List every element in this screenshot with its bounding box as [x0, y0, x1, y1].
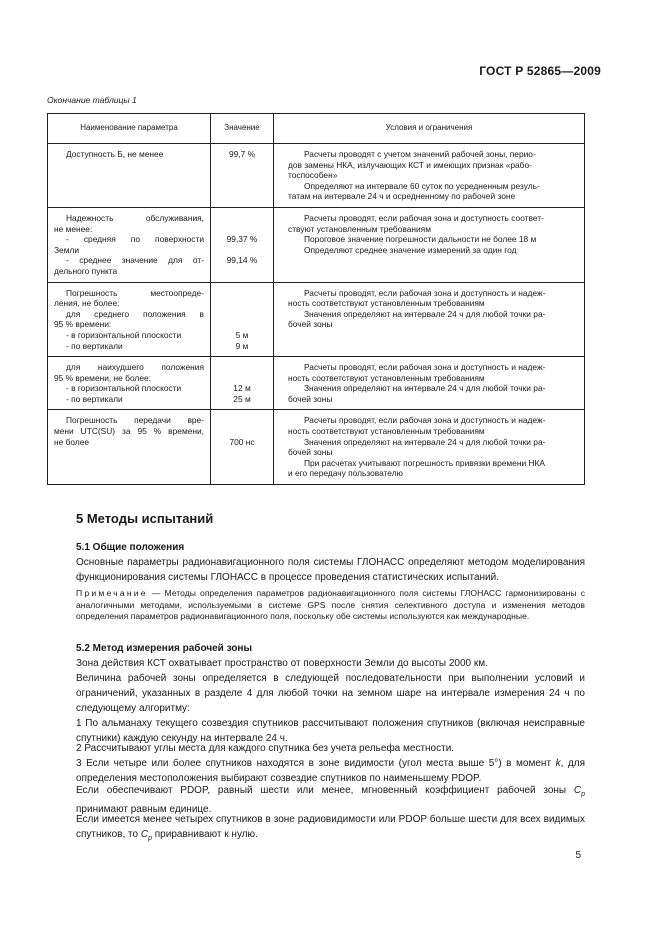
- param-conditions-cell: [274, 282, 585, 357]
- param-conditions-cell: [274, 144, 585, 208]
- param-conditions-cell: [274, 207, 585, 282]
- condition-line: Расчеты проводят с учетом значений рабочей зоны, перио-: [304, 149, 536, 159]
- param-name-line: - по вертикали: [66, 393, 123, 404]
- condition-line: Значения определяют на интервале 24 ч для любой точки ра-: [304, 308, 546, 319]
- param-value-cell: [211, 144, 274, 208]
- table-header-row: [48, 114, 585, 144]
- condition-line: Расчеты проводят, если рабочая зона и доступность и надеж-: [304, 362, 546, 373]
- parameters-table: [47, 113, 585, 485]
- condition-line: ствуют установленным требованиям: [288, 223, 431, 234]
- param-name-line: ления, не более:: [54, 298, 120, 309]
- condition-line: Определяют на интервале 60 суток по усредненным резуль-: [304, 180, 540, 191]
- document-code: ГОСТ Р 52865—2009: [479, 64, 601, 78]
- col-header-parameter: Наименование параметра: [48, 114, 211, 144]
- paragraph: 1 По альманаху текущего созвездия спутников рассчитывают положения спутников (включая неисправные спутники) каждую секунду на интервале 24 ч.: [76, 718, 585, 744]
- param-conditions-cell: [274, 357, 585, 410]
- param-name-line: 95 % времени, не более:: [54, 372, 151, 383]
- table-row: [48, 282, 585, 357]
- param-name-line: для наихудшего положения: [66, 362, 204, 373]
- condition-line: ность соответствуют установленным требованиям: [288, 426, 485, 437]
- condition-line: При расчетах учитывают погрешность привязки времени НКА: [304, 457, 545, 468]
- paragraph: 2 Рассчитывают углы места для каждого спутника без учета рельефа местности.: [76, 743, 455, 754]
- param-value-cell: [211, 410, 274, 485]
- param-conditions-cell: [274, 410, 585, 485]
- param-value: 12 м: [233, 383, 251, 394]
- param-name-cell: [48, 410, 211, 485]
- subsection-title: 5.2 Метод измерения рабочей зоны: [76, 643, 253, 654]
- note-label: Примечание: [76, 588, 148, 598]
- param-name-cell: [48, 207, 211, 282]
- param-name-cell: [48, 144, 211, 208]
- paragraph-text: принимают равным единице.: [76, 804, 212, 815]
- condition-line: Пороговое значение погрешности дальности не более 18 м: [304, 234, 537, 245]
- param-value: 25 м: [233, 393, 251, 404]
- condition-line: Значения определяют на интервале 24 ч для любой точки ра-: [304, 436, 546, 447]
- col-header-conditions: Условия и ограничения: [274, 114, 585, 144]
- param-value-cell: [211, 207, 274, 282]
- paragraph-text: Основные параметры радионавигационного поля системы ГЛОНАСС определяют методом моделирования функционирования системы ГЛОНАСС в процессе проведения статистических испытаний.: [76, 557, 585, 583]
- paragraph: [76, 555, 585, 585]
- variable-subscript: p: [148, 835, 152, 842]
- param-name-cell: [48, 357, 211, 410]
- condition-line: ность соответствуют установленным требованиям: [288, 372, 485, 383]
- param-name-line: Земли: [54, 244, 80, 255]
- condition-line: Расчеты проводят, если рабочая зона и доступность соответ-: [304, 212, 544, 223]
- param-name-line: - в горизонтальной плоскости: [66, 383, 182, 394]
- param-name-line: не более: [54, 436, 90, 447]
- param-name-line: - среднее значение для от-: [66, 255, 204, 266]
- condition-line: ность соответствуют установленным требованиям: [288, 298, 485, 309]
- paragraph-text: , для определения местоположения выбирают созвездие спутников по наименьшему PDOP.: [76, 758, 585, 784]
- param-name-line: - в горизонтальной плоскости: [66, 329, 182, 340]
- paragraph-text: Если обеспечивают PDOP, равный шести или менее, мгновенный коэффициент рабочей зоны: [76, 785, 574, 796]
- param-name: Доступность Б, не менее: [66, 149, 164, 159]
- condition-line: бочей зоны: [288, 319, 333, 330]
- param-value-cell: [211, 282, 274, 357]
- paragraph-text: Если имеется менее четырех спутников в зоне радиовидимости или PDOP больше шести для всех видимых спутников, то: [76, 814, 585, 840]
- table-row: [48, 144, 585, 208]
- note-text: — Методы определения параметров радионавигационного поля системы ГЛОНАСС гармонизированы с аналогичными методами, используемыми в системе GPS после снятия селективного доступа и изменения методов определения параметров радионавигационного поля, поскольку обе системы используются как международные.: [76, 588, 585, 621]
- param-name-line: Погрешность передачи вре-: [66, 415, 204, 426]
- param-name-line: Надежность обслуживания,: [66, 212, 204, 223]
- paragraph: [76, 756, 585, 786]
- param-value: 99,7 %: [228, 149, 256, 159]
- variable-k: k: [555, 758, 561, 769]
- param-value: 9 м: [235, 340, 249, 351]
- param-name-line: мени UTC(SU) за 95 % времени,: [54, 426, 204, 437]
- condition-line: бочей зоны: [288, 447, 333, 458]
- condition-line: тоспособен»: [288, 170, 338, 181]
- condition-line: татам на интервале 24 ч и осредненному по рабочей зоне: [288, 191, 516, 202]
- condition-line: Значения определяют на интервале 24 ч для любой точки ра-: [304, 383, 546, 394]
- note: [76, 588, 585, 623]
- page-number: 5: [575, 850, 581, 861]
- paragraph: Зона действия КСТ охватывает пространство от поверхности Земли до высоты 2000 км.: [76, 658, 488, 669]
- param-name-line: дельного пункта: [54, 265, 118, 276]
- section-title: 5 Методы испытаний: [76, 511, 214, 526]
- param-name-line: - средняя по поверхности: [66, 234, 204, 245]
- variable-c: C: [140, 829, 149, 840]
- table-caption: Окончание таблицы 1: [47, 95, 137, 105]
- table-row: [48, 410, 585, 485]
- param-value: 5 м: [235, 329, 249, 340]
- col-header-value: Значение: [211, 114, 274, 144]
- param-value-cell: [211, 357, 274, 410]
- param-name-line: для среднего положения в: [66, 308, 204, 319]
- paragraph-text: 3 Если четыре или более спутников находятся в зоне видимости (угол места выше 5°) в момент: [76, 758, 556, 769]
- subsection-title: 5.1 Общие положения: [76, 542, 185, 553]
- param-value: 99,14 %: [226, 255, 258, 266]
- paragraph: Величина рабочей зоны определяется в следующей последовательности при выполнении условий и ограничений, указанных в разделе 4 для любой точки на земном шаре на интервале измерения 24 ч по следующему алгоритму:: [76, 673, 585, 714]
- param-name-line: 95 % времени:: [54, 319, 112, 330]
- paragraph-text: приравнивают к нулю.: [151, 829, 258, 840]
- condition-line: дов замены НКА, излучающих КСТ и имеющих признак «рабо-: [288, 159, 532, 170]
- condition-line: бочей зоны: [288, 393, 333, 404]
- param-name-line: - по вертикали: [66, 340, 123, 351]
- condition-line: и его передачу пользователю: [288, 468, 403, 479]
- variable-subscript: p: [581, 791, 585, 798]
- variable-c: C: [573, 785, 582, 796]
- param-name-cell: [48, 282, 211, 357]
- param-value: 700 нс: [229, 436, 255, 447]
- condition-line: Расчеты проводят, если рабочая зона и доступность и надеж-: [304, 287, 546, 298]
- condition-line: Расчеты проводят, если рабочая зона и доступность и надеж-: [304, 415, 546, 426]
- param-name-line: не менее:: [54, 223, 93, 234]
- param-name-line: Погрешность местоопреде-: [66, 287, 204, 298]
- table-row: [48, 207, 585, 282]
- table-row: [48, 357, 585, 410]
- condition-line: Определяют среднее значение измерений за один год: [304, 244, 517, 255]
- param-value: 99,37 %: [226, 234, 258, 245]
- paragraph: [76, 812, 585, 846]
